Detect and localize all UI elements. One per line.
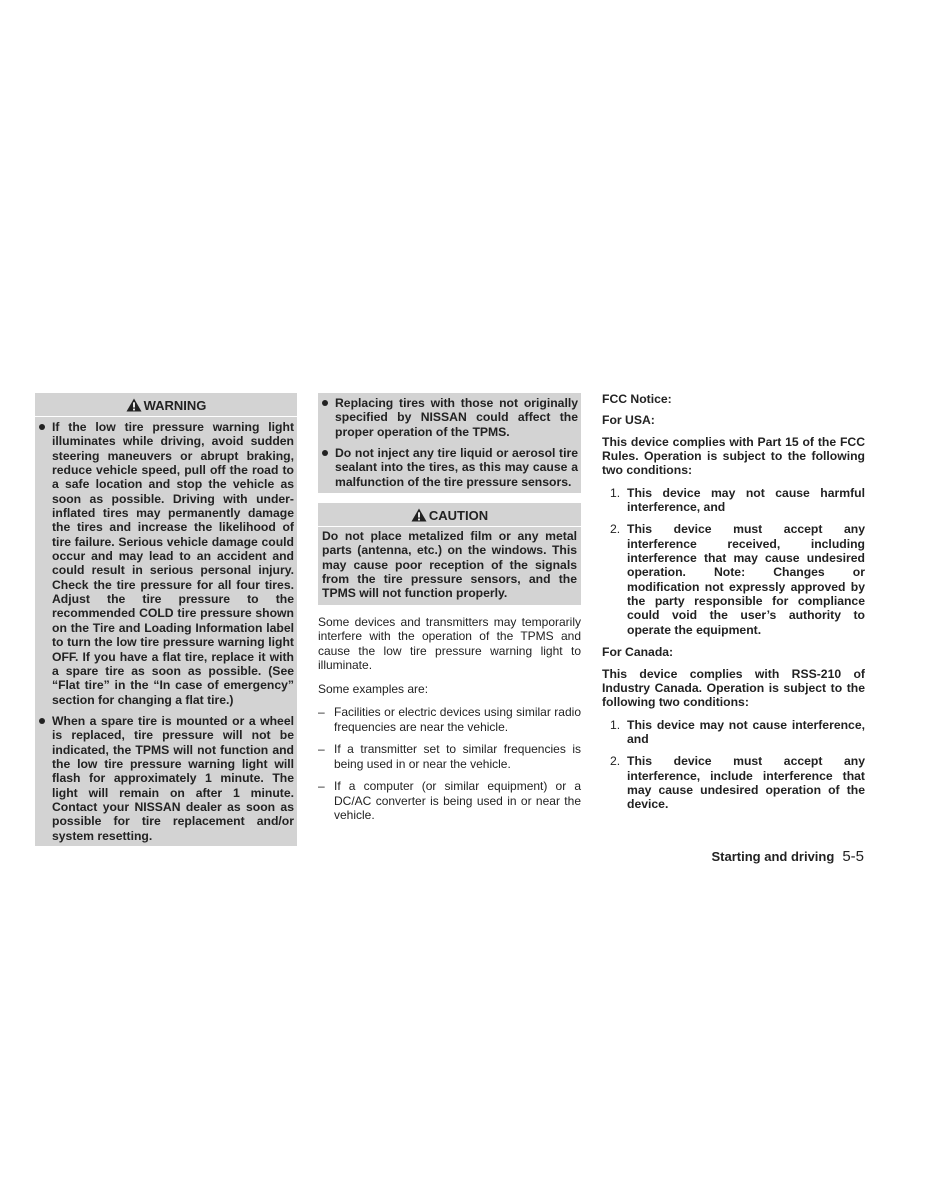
bullet-dot-icon xyxy=(39,718,45,724)
dash-icon: – xyxy=(318,779,325,794)
canada-condition xyxy=(602,718,865,747)
warning-bullet xyxy=(35,714,294,843)
canada-label: For Canada: xyxy=(602,645,674,660)
example-text: Facilities or electric devices using similar radio frequencies are near the vehicle. xyxy=(334,705,581,734)
warning-title xyxy=(35,393,297,417)
item-number: 2. xyxy=(610,754,621,769)
example-text: If a computer (or similar equipment) or a DC/AC converter is being used in or near the vehicle. xyxy=(334,779,581,823)
dash-icon: – xyxy=(318,742,325,757)
list-item xyxy=(318,779,581,823)
usa-condition xyxy=(602,522,865,637)
usa-condition xyxy=(602,486,865,515)
warning-bullet-text: When a spare tire is mounted or a wheel is replaced, tire pressure will not be indicated, the TPMS will not function and the low tire pressure warning light will flash for approximately 1 minute. The light will remain on after 1 minute. Contact your NISSAN dealer as soon as possible for tire replacement and/or system resetting. xyxy=(52,713,294,843)
warning-body xyxy=(35,417,297,846)
bullet-dot-icon xyxy=(322,400,328,406)
caution-text: Do not place metalized film or any metal parts (antenna, etc.) on the windows. This may cause poor reception of the signals from the tire pressure sensors, and the TPMS will not function properly. xyxy=(322,529,577,601)
warning-box xyxy=(35,393,297,846)
examples-label: Some examples are: xyxy=(318,681,429,696)
page-footer xyxy=(712,848,864,866)
dash-icon: – xyxy=(318,705,325,720)
bullet-dot-icon xyxy=(322,450,328,456)
canada-condition xyxy=(602,754,865,811)
examples-list xyxy=(318,705,581,823)
condition-text: This device may not cause interference, and xyxy=(627,717,865,746)
warning-bullet-text: If the low tire pressure warning light illuminates while driving, avoid sudden steering maneuvers or abrupt braking, reduce vehicle speed, pull off the road to a safe location and stop the vehicle as soon as possible. Driving with under-inflated tires may permanently damage the tires and increase the likelihood of tire failure. Serious vehicle damage could occur and may lead to an accident and could result in serious personal injury. Check the tire pressure for all four tires. Adjust the tire pressure to the recommended COLD tire pressure shown on the Tire and Loading Information label to turn the low tire pressure warning light OFF. If you have a flat tire, replace it with a spare tire as soon as possible. (See “Flat tire” in the “In case of emergency” section for changing a flat tire.) xyxy=(52,420,294,707)
list-item xyxy=(318,742,581,771)
footer-section-title: Starting and driving xyxy=(711,849,835,864)
condition-text: This device may not cause harmful interference, and xyxy=(627,485,865,515)
page-number: 5-5 xyxy=(842,848,864,865)
usa-text: This device complies with Part 15 of the FCC Rules. Operation is subject to the following two conditions: xyxy=(602,434,865,478)
bullet-dot-icon xyxy=(39,424,45,430)
canada-text: This device complies with RSS-210 of Industry Canada. Operation is subject to the following two conditions: xyxy=(602,666,865,710)
usa-label: For USA: xyxy=(602,413,655,428)
warning-bullet-text: Replacing tires with those not originally specified by NISSAN could affect the proper operation of the TPMS. xyxy=(335,396,578,439)
warning-bullet xyxy=(318,446,578,489)
item-number: 1. xyxy=(610,717,621,732)
caution-triangle-icon xyxy=(411,508,427,522)
condition-text: This device must accept any interference received, including interference that may cause undesired operation. Note: Changes or modification not expressly approved by the party responsible for compliance could void the user’s authority to operate the equipment. xyxy=(627,522,865,637)
caution-title xyxy=(318,503,581,527)
fcc-title: FCC Notice: xyxy=(602,392,672,406)
caution-title-text: CAUTION xyxy=(428,508,489,524)
middle-column xyxy=(318,393,581,831)
warning-bullet-text: Do not inject any tire liquid or aerosol tire sealant into the tires, as this may cause a malfunction of the tire pressure sensors. xyxy=(335,446,578,489)
warning-bullet xyxy=(318,396,578,439)
item-number: 2. xyxy=(610,522,621,537)
warning-triangle-icon xyxy=(126,398,142,412)
fcc-column xyxy=(602,392,865,812)
caution-box xyxy=(318,503,581,605)
warning-bullet xyxy=(35,420,294,707)
condition-text: This device must accept any interference, include interference that may cause undesired operation of the device. xyxy=(627,754,865,812)
warning-title-text: WARNING xyxy=(143,398,207,413)
list-item xyxy=(318,705,581,734)
warning-continued-panel xyxy=(318,393,581,493)
warning-panel xyxy=(35,393,297,846)
intro-paragraph: Some devices and transmitters may temporarily interfere with the operation of the TPMS and cause the low tire pressure warning light to illuminate. xyxy=(318,614,581,673)
example-text: If a transmitter set to similar frequencies is being used in or near the vehicle. xyxy=(334,742,581,771)
item-number: 1. xyxy=(610,485,621,500)
